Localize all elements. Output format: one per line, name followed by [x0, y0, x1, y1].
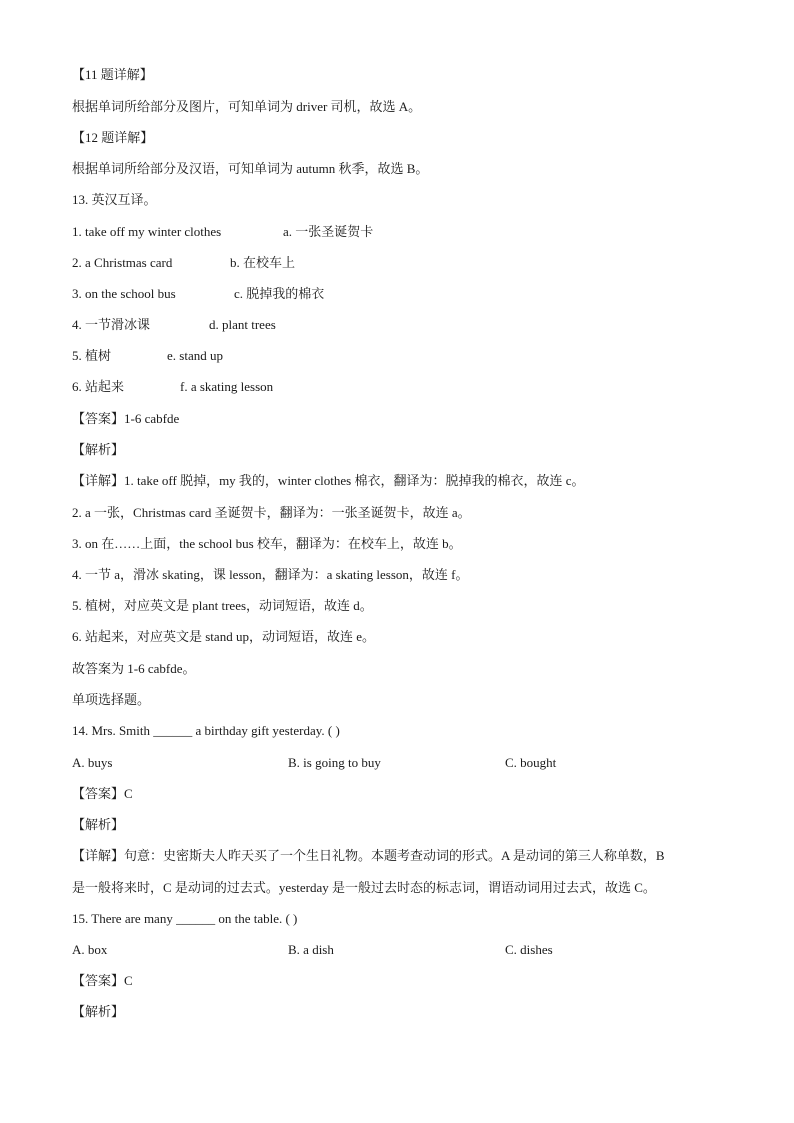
q13-detail-2: 2. a 一张，Christmas card 圣诞贺卡，翻译为：一张圣诞贺卡，故连 a。: [72, 505, 471, 520]
q11-explanation: 根据单词所给部分及图片，可知单词为 driver 司机，故选 A。: [72, 99, 422, 114]
q13-detail-5: 5. 植树，对应英文是 plant trees，动词短语，故连 d。: [72, 598, 373, 613]
q14-detail-1: 【详解】句意：史密斯夫人昨天买了一个生日礼物。本题考查动词的形式。A 是动词的第三人称单数，B: [72, 848, 665, 863]
match-option-c: c. 脱掉我的棉衣: [234, 286, 325, 301]
q13-prompt: 13. 英汉互译。: [72, 192, 157, 207]
match-option-f: f. a skating lesson: [180, 379, 274, 394]
match-item-6: 6. 站起来: [72, 379, 125, 394]
q15-option-b: B. a dish: [288, 942, 334, 957]
q14-option-a: A. buys: [72, 755, 113, 770]
q12-detail-heading: 【12 题详解】: [72, 130, 154, 145]
q14-prompt: 14. Mrs. Smith ______ a birthday gift yesterday. ( ): [72, 723, 340, 738]
q13-analysis-label: 【解析】: [72, 442, 125, 457]
q14-option-b: B. is going to buy: [288, 755, 381, 770]
q15-answer: 【答案】C: [72, 973, 133, 988]
q14-detail-2: 是一般将来时，C 是动词的过去式。yesterday 是一般过去时态的标志词，谓语动词用过去式，故选 C。: [72, 880, 656, 895]
match-option-a: a. 一张圣诞贺卡: [283, 224, 374, 239]
section-heading: 单项选择题。: [72, 692, 151, 707]
match-option-b: b. 在校车上: [230, 255, 296, 270]
q15-option-c: C. dishes: [505, 942, 553, 957]
q13-detail-1: 【详解】1. take off 脱掉，my 我的，winter clothes 棉衣，翻译为：脱掉我的棉衣，故连 c。: [72, 473, 585, 488]
q13-final-answer: 故答案为 1-6 cabfde。: [72, 661, 196, 676]
q14-analysis-label: 【解析】: [72, 817, 125, 832]
match-item-5: 5. 植树: [72, 348, 112, 363]
q12-explanation: 根据单词所给部分及汉语，可知单词为 autumn 秋季，故选 B。: [72, 161, 429, 176]
q13-detail-4: 4. 一节 a，滑冰 skating，课 lesson，翻译为：a skating lesson，故连 f。: [72, 567, 469, 582]
match-item-4: 4. 一节滑冰课: [72, 317, 151, 332]
q13-detail-6: 6. 站起来，对应英文是 stand up，动词短语，故连 e。: [72, 629, 375, 644]
q14-option-c: C. bought: [505, 755, 557, 770]
match-option-d: d. plant trees: [209, 317, 276, 332]
match-item-1: 1. take off my winter clothes: [72, 224, 222, 239]
match-item-2: 2. a Christmas card: [72, 255, 173, 270]
q11-detail-heading: 【11 题详解】: [72, 67, 153, 82]
q13-detail-3: 3. on 在……上面，the school bus 校车，翻译为：在校车上，故连 b。: [72, 536, 462, 551]
q13-answer: 【答案】1-6 cabfde: [72, 411, 180, 426]
q14-answer: 【答案】C: [72, 786, 133, 801]
q15-analysis-label: 【解析】: [72, 1004, 125, 1019]
q15-option-a: A. box: [72, 942, 108, 957]
match-option-e: e. stand up: [167, 348, 223, 363]
match-item-3: 3. on the school bus: [72, 286, 176, 301]
q15-prompt: 15. There are many ______ on the table. ( ): [72, 911, 298, 926]
